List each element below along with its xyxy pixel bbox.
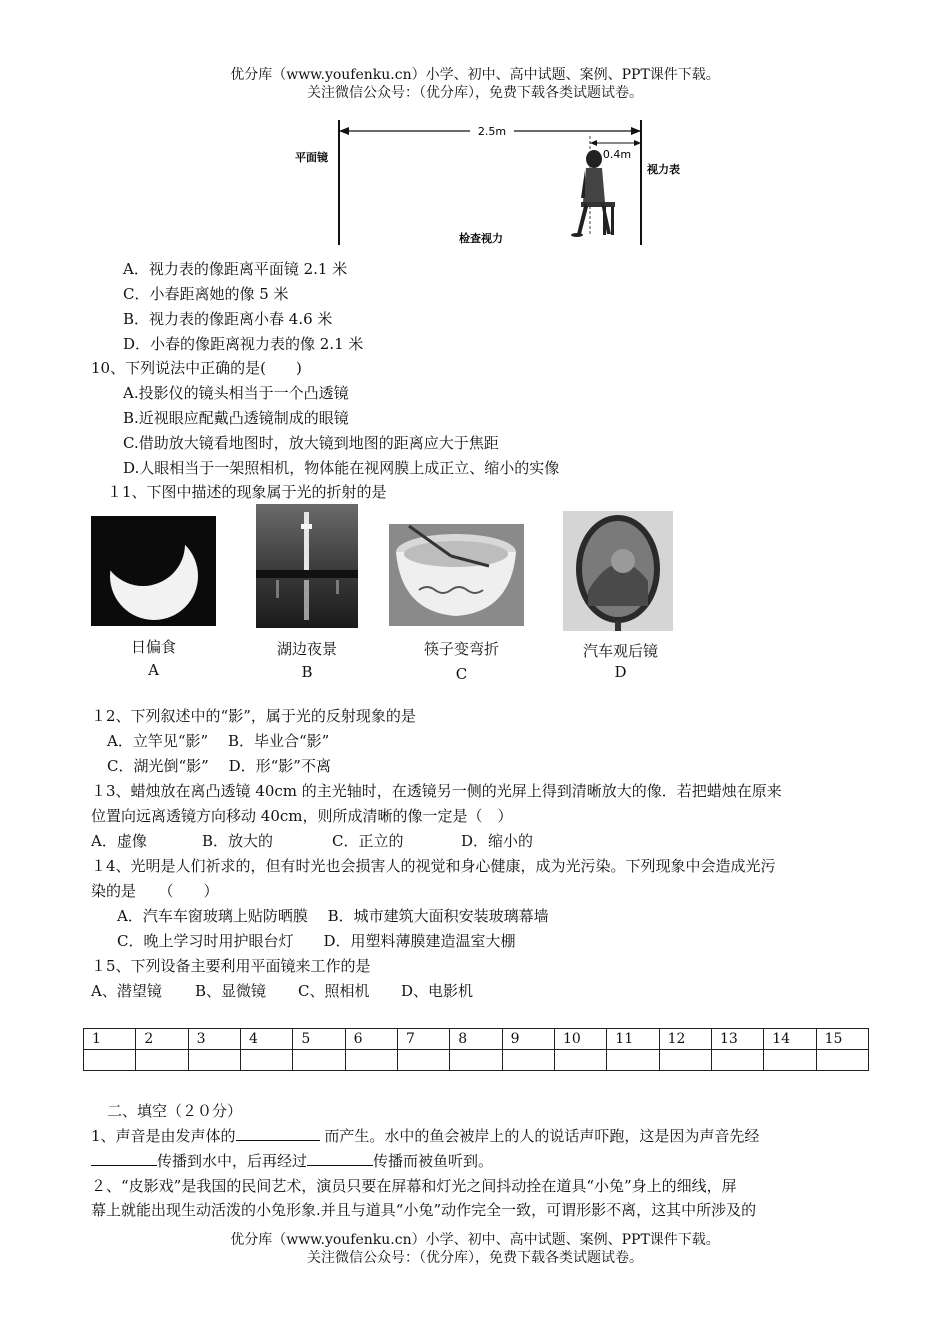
fill-q2-line-1: ２、“皮影戏”是我国的民间艺术，演员只要在屏幕和灯光之间抖动拴在道具“小兔”身上的细线，屏: [91, 1177, 737, 1195]
image-c-letter: C: [455, 665, 468, 683]
footer-line-2: 关注微信公众号：（优分库），免费下载各类试题试卷。: [307, 1250, 643, 1266]
q15-option-b: B、显微镜: [195, 982, 267, 1000]
fill-blank[interactable]: [91, 1151, 157, 1166]
q13-option-b: B．放大的: [202, 832, 274, 850]
q15-option-d: D、电影机: [401, 982, 474, 1000]
q14-line-1: １4、光明是人们祈求的，但有时光也会损害人的视觉和身心健康，成为光污染。下列现象中会造成光污: [91, 857, 776, 875]
answer-blank-cell[interactable]: [188, 1050, 240, 1071]
q10-stem: 10、下列说法中正确的是( ): [91, 359, 302, 377]
answer-number-cell: 15: [816, 1029, 868, 1050]
answer-table-blank-row: [84, 1050, 869, 1071]
answer-blank-cell[interactable]: [293, 1050, 345, 1071]
answer-blank-cell[interactable]: [607, 1050, 659, 1071]
image-d-caption: 汽车观后镜: [582, 642, 658, 660]
bottom-label: 检查视力: [459, 232, 503, 245]
image-b-letter: B: [301, 663, 313, 681]
fill-blank[interactable]: [236, 1126, 320, 1141]
lakeside-night-image: [256, 504, 358, 628]
header-line-1: 优分库（www.youfenku.cn）小学、初中、高中试题、案例、PPT课件下载。: [230, 67, 720, 83]
answer-blank-cell[interactable]: [84, 1050, 136, 1071]
fill-q1-text-a: 1、声音是由发声体的: [91, 1127, 236, 1145]
answer-number-cell: 10: [554, 1029, 606, 1050]
fill-q1-text-b: 而产生。水中的鱼会被岸上的人的说话声吓跑，这是因为声音先经: [319, 1127, 760, 1145]
section-2-title: 二、填空（２０分）: [107, 1102, 243, 1120]
image-b-caption: 湖边夜景: [276, 640, 337, 658]
q12-options-row-2: C．湖光倒“影” D．形“影”不离: [107, 757, 331, 775]
q13-option-c: C．正立的: [332, 832, 404, 850]
dist-small-label: 0.4m: [602, 148, 632, 161]
answer-number-cell: 12: [659, 1029, 711, 1050]
q10-option-b: B.近视眼应配戴凸透镜制成的眼镜: [123, 409, 349, 427]
answer-blank-cell[interactable]: [711, 1050, 763, 1071]
q14-options-row-2: C．晚上学习时用护眼台灯 D．用塑料薄膜建造温室大棚: [117, 932, 516, 950]
answer-blank-cell[interactable]: [764, 1050, 816, 1071]
q13-option-d: D．缩小的: [461, 832, 534, 850]
answer-number-cell: 8: [450, 1029, 502, 1050]
image-a-letter: A: [148, 661, 159, 679]
answer-blank-cell[interactable]: [136, 1050, 188, 1071]
answer-blank-cell[interactable]: [397, 1050, 449, 1071]
header-line-2: 关注微信公众号：（优分库），免费下载各类试题试卷。: [307, 85, 643, 101]
fill-q1-text-d: 传播而被鱼听到。: [373, 1152, 494, 1170]
q14-options-row-1: A．汽车车窗玻璃上贴防晒膜 B．城市建筑大面积安装玻璃幕墙: [117, 907, 549, 925]
seated-person-icon: [571, 150, 615, 237]
q15-stem: １5、下列设备主要利用平面镜来工作的是: [91, 957, 371, 975]
answer-number-cell: 1: [84, 1029, 136, 1050]
fill-q1-line-1: [91, 1126, 759, 1146]
q13-line-1: １3、蜡烛放在离凸透镜 40cm 的主光轴时，在透镜另一侧的光屏上得到清晰放大的像．若把蜡烛在原来: [91, 782, 782, 800]
q15-option-c: C、照相机: [298, 982, 370, 1000]
image-d-letter: D: [614, 663, 627, 681]
answer-number-cell: 6: [345, 1029, 397, 1050]
q10-option-c: C.借助放大镜看地图时，放大镜到地图的距离应大于焦距: [123, 434, 499, 452]
q9-option-2: C．小春距离她的像 5 米: [123, 285, 289, 303]
chart-label: 视力表: [647, 163, 680, 176]
q13-line-2: 位置向远离透镜方向移动 40cm，则所成清晰的像一定是（ ）: [91, 807, 513, 825]
answer-table: [83, 1028, 869, 1071]
fill-blank[interactable]: [307, 1151, 373, 1166]
answer-blank-cell[interactable]: [659, 1050, 711, 1071]
convex-mirror-image: [563, 511, 673, 631]
answer-number-cell: 2: [136, 1029, 188, 1050]
dist-total-label: 2.5m: [477, 125, 507, 138]
answer-number-cell: 4: [240, 1029, 292, 1050]
answer-number-cell: 9: [502, 1029, 554, 1050]
q14-line-2: 染的是 （ ）: [91, 882, 219, 900]
answer-table-number-row: [84, 1029, 869, 1050]
image-a-caption: 日偏食: [130, 638, 176, 656]
answer-number-cell: 13: [711, 1029, 763, 1050]
bent-chopstick-image: [389, 524, 524, 626]
answer-blank-cell[interactable]: [240, 1050, 292, 1071]
q9-option-4: D．小春的像距离视力表的像 2.1 米: [123, 335, 364, 353]
image-c-caption: 筷子变弯折: [423, 640, 499, 658]
answer-blank-cell[interactable]: [816, 1050, 868, 1071]
q13-option-a: A．虚像: [91, 832, 147, 850]
eye-test-figure: [285, 110, 705, 250]
answer-number-cell: 5: [293, 1029, 345, 1050]
q10-option-d: D.人眼相当于一架照相机，物体能在视网膜上成正立、缩小的实像: [123, 459, 560, 477]
answer-blank-cell[interactable]: [554, 1050, 606, 1071]
answer-number-cell: 7: [397, 1029, 449, 1050]
solar-eclipse-image: [91, 516, 216, 626]
q10-option-a: A.投影仪的镜头相当于一个凸透镜: [123, 384, 349, 402]
answer-blank-cell[interactable]: [502, 1050, 554, 1071]
q9-option-3: B．视力表的像距离小春 4.6 米: [123, 310, 333, 328]
mirror-label: 平面镜: [295, 151, 328, 164]
answer-blank-cell[interactable]: [345, 1050, 397, 1071]
answer-blank-cell[interactable]: [450, 1050, 502, 1071]
q12-options-row-1: A．立竿见“影” B．毕业合“影”: [107, 732, 330, 750]
q9-option-1: A．视力表的像距离平面镜 2.1 米: [123, 260, 348, 278]
q15-option-a: A、潜望镜: [91, 982, 162, 1000]
answer-number-cell: 14: [764, 1029, 816, 1050]
q12-stem: １2、下列叙述中的“影”，属于光的反射现象的是: [91, 707, 416, 725]
q11-stem: １1、下图中描述的现象属于光的折射的是: [107, 483, 387, 501]
answer-number-cell: 3: [188, 1029, 240, 1050]
fill-q1-line-2: [91, 1151, 493, 1171]
fill-q2-line-2: 幕上就能出现生动活泼的小兔形象.并且与道具“小兔”动作完全一致，可谓形影不离，这其中所涉及的: [91, 1201, 757, 1219]
footer-line-1: 优分库（www.youfenku.cn）小学、初中、高中试题、案例、PPT课件下载。: [230, 1232, 720, 1248]
answer-number-cell: 11: [607, 1029, 659, 1050]
fill-q1-text-c: 传播到水中，后再经过: [157, 1152, 308, 1170]
